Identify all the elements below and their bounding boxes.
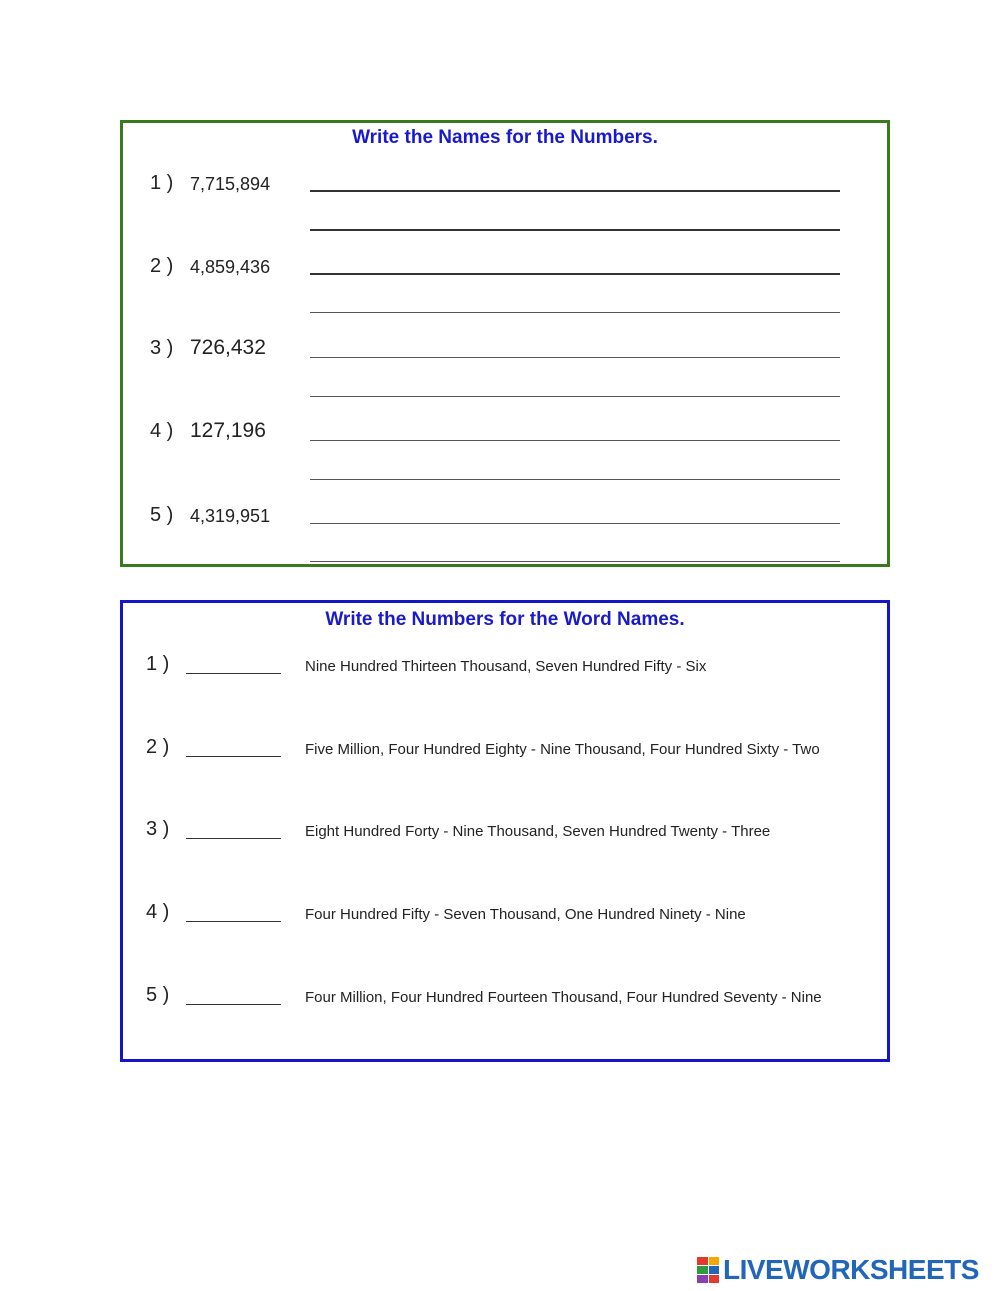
s2-item2-words: Five Million, Four Hundred Eighty - Nine Thousand, Four Hundred Sixty - Two (305, 741, 820, 758)
s1-item2-value: 4,859,436 (190, 257, 271, 277)
s1-item4-answer-line-2[interactable] (310, 479, 840, 480)
s1-item3-answer-line-1[interactable] (310, 357, 840, 358)
s1-item1-answer-line-1[interactable] (310, 190, 840, 192)
s1-item4-label: 4 ) (150, 420, 174, 442)
s2-item1-answer-blank[interactable] (186, 673, 281, 674)
section2-title: Write the Numbers for the Word Names. (325, 609, 685, 630)
s2-item1-words: Nine Hundred Thirteen Thousand, Seven Hundred Fifty - Six (305, 658, 707, 675)
s1-item4-answer-line-1[interactable] (310, 440, 840, 441)
s2-item4-answer-blank[interactable] (186, 921, 281, 922)
s1-item1-value: 7,715,894 (190, 174, 271, 194)
liveworksheets-brand (697, 1255, 979, 1285)
s1-item3-answer-line-2[interactable] (310, 396, 840, 397)
s2-item4-label: 4 ) (146, 901, 170, 923)
s1-item3-value: 726,432 (190, 336, 266, 359)
s2-item5-words: Four Million, Four Hundred Fourteen Thousand, Four Hundred Seventy - Nine (305, 989, 822, 1006)
s2-item3-label: 3 ) (146, 818, 170, 840)
s1-item1-label: 1 ) (150, 172, 174, 194)
s2-item5-answer-blank[interactable] (186, 1004, 281, 1005)
s2-item2-label: 2 ) (146, 736, 170, 758)
s2-item2-answer-blank[interactable] (186, 756, 281, 757)
s1-item4-value: 127,196 (190, 419, 266, 442)
s1-item2-label: 2 ) (150, 255, 174, 277)
brand-name: LIVEWORKSHEETS (723, 1254, 979, 1285)
names-for-numbers-panel (120, 120, 890, 567)
s1-item5-answer-line-2[interactable] (310, 561, 840, 562)
section1-title: Write the Names for the Numbers. (352, 127, 658, 148)
s1-item5-label: 5 ) (150, 504, 174, 526)
s1-item1-answer-line-2[interactable] (310, 229, 840, 231)
s2-item5-label: 5 ) (146, 984, 170, 1006)
s2-item4-words: Four Hundred Fifty - Seven Thousand, One Hundred Ninety - Nine (305, 906, 746, 923)
s1-item2-answer-line-2[interactable] (310, 312, 840, 313)
s1-item3-label: 3 ) (150, 337, 174, 359)
s1-item2-answer-line-1[interactable] (310, 273, 840, 275)
s2-item3-answer-blank[interactable] (186, 838, 281, 839)
s1-item5-value: 4,319,951 (190, 506, 271, 526)
numbers-for-word-names-panel (120, 600, 890, 1062)
s2-item3-words: Eight Hundred Forty - Nine Thousand, Seven Hundred Twenty - Three (305, 823, 771, 840)
liveworksheets-logo-icon (697, 1257, 719, 1283)
s1-item5-answer-line-1[interactable] (310, 523, 840, 524)
s2-item1-label: 1 ) (146, 653, 170, 675)
